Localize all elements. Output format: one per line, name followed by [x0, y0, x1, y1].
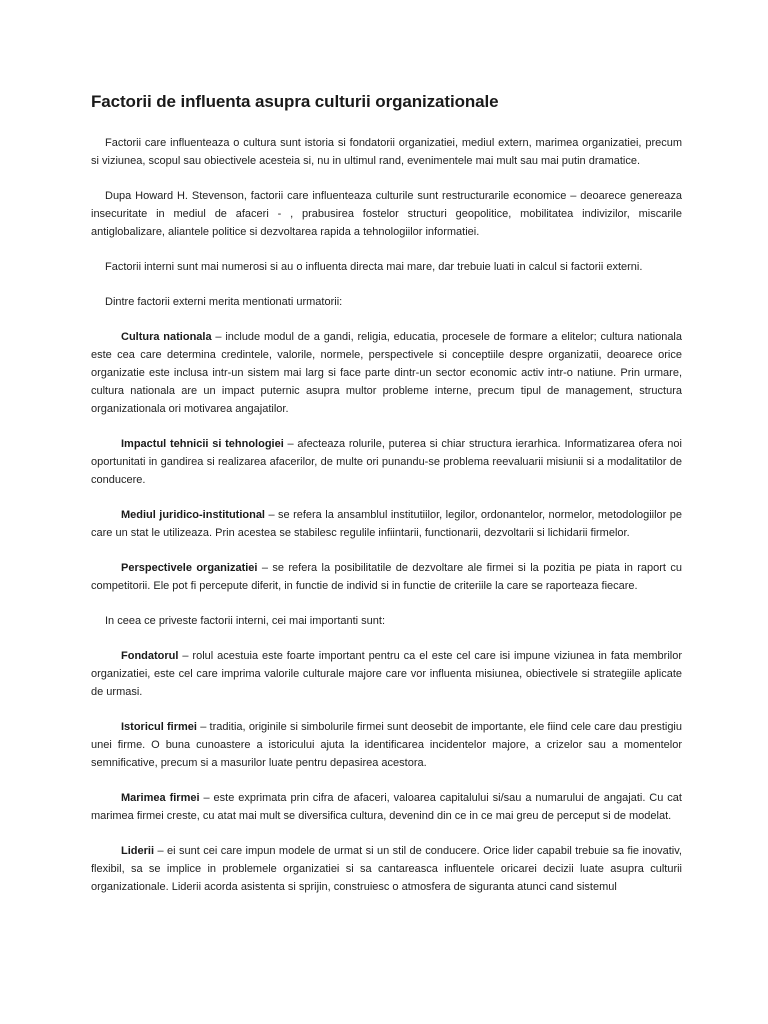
factor-paragraph — [91, 718, 682, 772]
factor-description: – traditia, originile si simbolurile firmei sunt deosebit de importante, ele fiind cele care dau prestigiu unei firme. O buna cunoastere a istoricului ajuta la identificarea incidentelor majore, a crizelor sau a momentelor semnificative, precum si a masurilor luate pentru depasirea acestora. — [91, 721, 682, 769]
factor-description: – este exprimata prin cifra de afaceri, valoarea capitalului si/sau a numarului de angajati. Cu cat marimea firmei creste, cu atat mai mult se diversifica cultura, devenind din ce in ce mai greu de perceput si de modelat. — [91, 792, 682, 822]
factor-term: Liderii — [121, 845, 155, 857]
factor-term: Fondatorul — [121, 650, 179, 662]
factor-description: – rolul acestuia este foarte important pentru ca el este cel care isi impune viziunea in fata membrilor organizatiei, este cel care imprima valorile culturale majore care vor influenta misiunea, obiectivele si strategiile aplicate de urmasi. — [91, 650, 682, 698]
factor-paragraph — [91, 559, 682, 595]
factor-paragraph — [91, 647, 682, 701]
paragraph-intro: Factorii care influenteaza o cultura sunt istoria si fondatorii organizatiei, mediul extern, marimea organizatiei, precum si viziunea, scopul sau obiectivele acesteia si, nu in ultimul rand, evenimentele mai mult sau mai putin dramatice. — [91, 137, 682, 167]
factor-paragraph — [91, 789, 682, 825]
paragraph-internal-note: Factorii interni sunt mai numerosi si au o influenta directa mai mare, dar trebuie luati in calcul si factorii externi. — [105, 261, 643, 273]
factor-description: – afecteaza rolurile, puterea si chiar structura ierarhica. Informatizarea ofera noi oportunitati in gandirea si realizarea afacerilor, de multe ori punandu-se problema reevaluarii misiunii si a modalitatilor de conducere. — [91, 438, 682, 486]
factor-paragraph — [91, 435, 682, 489]
factor-paragraph — [91, 842, 682, 896]
factor-description: – ei sunt cei care impun modele de urmat si un stil de conducere. Orice lider capabil trebuie sa fie inovativ, flexibil, sa se implice in problemele organizatiei si sa cantareasca influentele oricarei decizii luate asupra culturii organizationale. Liderii acorda asistenta si sprijin, construiesc o atmosfera de siguranta atunci cand sistemul — [91, 845, 682, 893]
factor-term: Marimea firmei — [121, 792, 200, 804]
factor-paragraph — [91, 506, 682, 542]
paragraph-internal-intro: In ceea ce priveste factorii interni, cei mai importanti sunt: — [105, 615, 386, 627]
factor-description: – include modul de a gandi, religia, educatia, procesele de formare a elitelor; cultura nationala este cea care determina credintele, valorile, normele, perspectivele si conceptiile despre organizatii, deoarece orice organizatie este inclusa intr-un sistem mai larg si face parte dintr-un sector economic activ intr-o natiune. Prin urmare, cultura nationala are un impact puternic asupra multor probleme interne, precum tipul de management, structura organizationala ori motivarea angajatilor. — [91, 331, 682, 415]
factor-paragraph — [91, 328, 682, 418]
document-title: Factorii de influenta asupra culturii organizationale — [91, 92, 499, 111]
factor-description: – se refera la posibilitatile de dezvoltare ale firmei si la pozitia pe piata in raport cu competitorii. Ele pot fi percepute diferit, in functie de individ si in functie de criteriile la care se raporteaza fiecare. — [91, 562, 682, 592]
paragraph-external-intro: Dintre factorii externi merita mentionati urmatorii: — [105, 296, 343, 308]
factor-term: Mediul juridico-institutional — [121, 509, 265, 521]
paragraph-stevenson: Dupa Howard H. Stevenson, factorii care influenteaza culturile sunt restructurarile economice – deoarece genereaza insecuritate in mediul de afaceri - , prabusirea fostelor structuri geopolitice, mobilitatea indivizilor, miscarile antiglobalizare, aliantele politice si dezvoltarea rapida a tehnologiilor informatiei. — [91, 190, 682, 238]
factor-description: – se refera la ansamblul institutiilor, legilor, ordonantelor, normelor, metodologiilor pe care un stat le utilizeaza. Prin acestea se stabilesc regulile infiintarii, functionarii, dezvoltarii si lichidarii firmelor. — [91, 509, 682, 539]
factor-term: Istoricul firmei — [121, 721, 197, 733]
factor-term: Cultura nationala — [121, 331, 212, 343]
factor-term: Perspectivele organizatiei — [121, 562, 258, 574]
factor-term: Impactul tehnicii si tehnologiei — [121, 438, 284, 450]
